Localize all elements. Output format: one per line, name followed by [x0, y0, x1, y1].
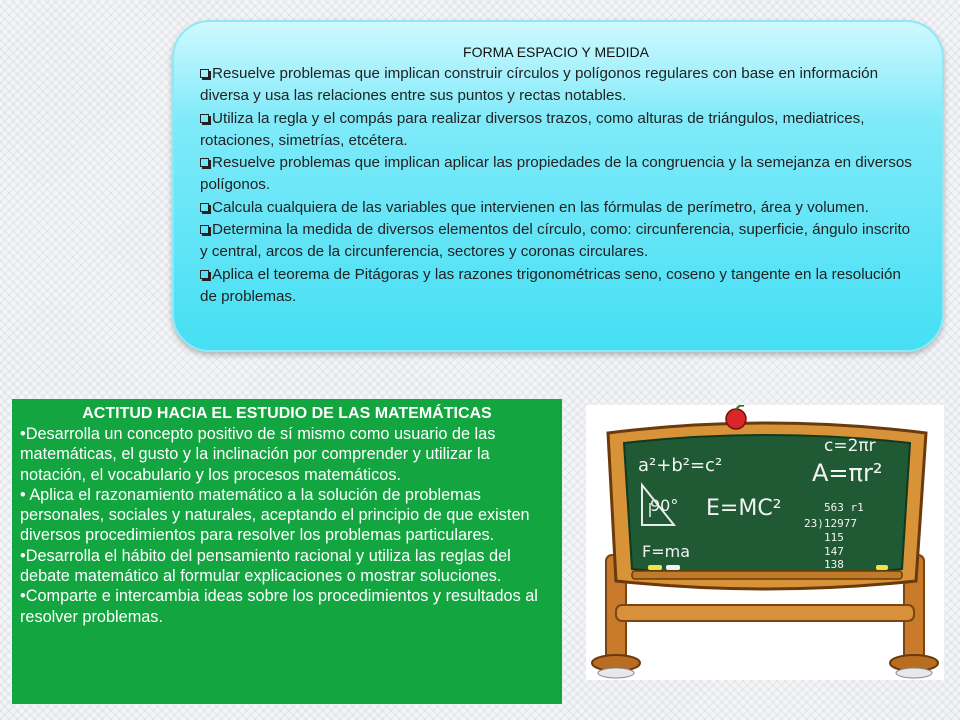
list-item-text: Resuelve problemas que implican aplicar las propiedades de la congruencia y la semejanza en diversos polígonos.	[200, 154, 912, 194]
division-quotient: 563 r1	[824, 501, 864, 514]
chalk-yellow-icon	[648, 565, 662, 570]
checkbox-bullet-icon	[200, 270, 209, 279]
chalk-white-icon	[666, 565, 680, 570]
list-item-text: Calcula cualquiera de las variables que intervienen en las fórmulas de perímetro, área y volumen.	[212, 198, 869, 216]
right-wheel	[896, 668, 932, 678]
division-step-1: 115	[824, 531, 844, 544]
green-box-list	[20, 424, 554, 627]
list-item: •Desarrolla un concepto positivo de sí mismo como usuario de las matemáticas, el gusto y la inclinación por comprender y utilizar la notación, el vocabulario y los procesos matemáticos.	[20, 425, 496, 484]
list-item-text: Determina la medida de diversos elementos del círculo, como: circunferencia, superficie, ángulo inscrito y central, arcos de la circunferencia, sectores y coronas circulares.	[200, 221, 911, 261]
formula-pythagoras: a²+b²=c²	[638, 455, 723, 476]
list-item	[200, 219, 912, 264]
formula-area: A=πr²	[812, 459, 883, 487]
checkbox-bullet-icon	[200, 225, 209, 234]
checkbox-bullet-icon	[200, 158, 209, 167]
checkbox-bullet-icon	[200, 69, 209, 78]
list-item	[200, 63, 912, 108]
top-box-list	[200, 63, 912, 308]
formula-force: F=ma	[642, 542, 690, 561]
green-box-title: ACTITUD HACIA EL ESTUDIO DE LAS MATEMÁTICAS	[82, 405, 492, 422]
top-box-title: FORMA ESPACIO Y MEDIDA	[463, 44, 649, 60]
division-step-3: 138	[824, 558, 844, 571]
left-wheel	[598, 668, 634, 678]
formula-energy: E=MC²	[706, 496, 782, 521]
list-item	[200, 264, 912, 309]
division-dividend: 23)12977	[804, 517, 857, 530]
crossbar	[616, 605, 914, 621]
checkbox-bullet-icon	[200, 203, 209, 212]
division-step-2: 147	[824, 545, 844, 558]
list-item	[200, 108, 912, 153]
list-item-text: Utiliza la regla y el compás para realizar diversos trazos, como alturas de triángulos, mediatrices, rotaciones, simetrías, etcétera.	[200, 109, 865, 149]
list-item-text: Aplica el teorema de Pitágoras y las razones trigonométricas seno, coseno y tangente en la resolución de problemas.	[200, 265, 901, 305]
actitud-box	[12, 399, 562, 704]
list-item: • Aplica el razonamiento matemático a la solución de problemas personales, sociales y naturales, aceptando el principio de que existen diversos procedimientos para resolver los problemas particulares.	[20, 485, 530, 545]
chalkboard-svg	[586, 405, 944, 680]
list-item-text: Resuelve problemas que implican construir círculos y polígonos regulares con base en información diversa y usa las relaciones entre sus puntos y rectas notables.	[200, 65, 879, 105]
checkbox-bullet-icon	[200, 114, 209, 123]
apple-icon	[726, 409, 746, 429]
list-item: •Comparte e intercambia ideas sobre los procedimientos y resultados al resolver problemas.	[20, 587, 538, 626]
forma-espacio-medida-box	[172, 20, 944, 352]
angle-label: 90°	[650, 496, 679, 515]
chalk-yellow-icon-2	[876, 565, 888, 570]
list-item	[200, 152, 912, 197]
list-item	[200, 197, 912, 219]
formula-circumference: c=2πr	[824, 436, 876, 456]
chalk-tray	[632, 571, 902, 579]
chalkboard-illustration	[586, 405, 944, 680]
list-item: •Desarrolla el hábito del pensamiento racional y utiliza las reglas del debate matemático al formular explicaciones o mostrar soluciones.	[20, 546, 511, 586]
